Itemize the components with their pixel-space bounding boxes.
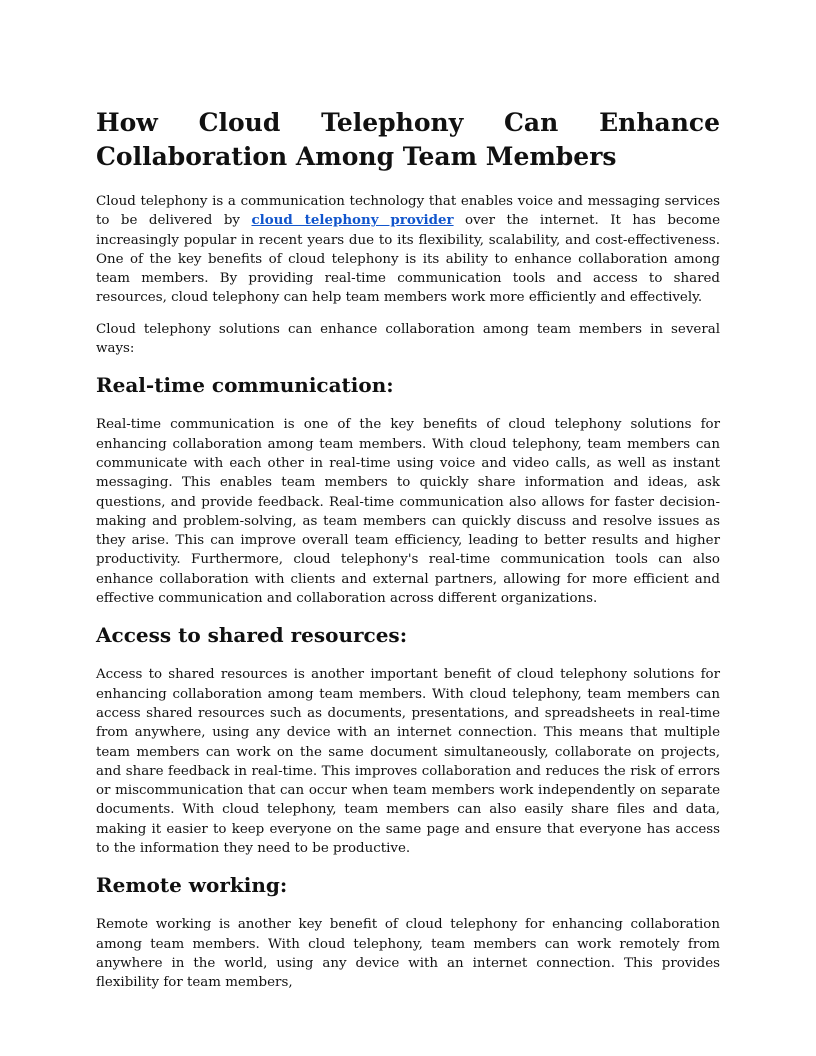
section-heading-remote-working: Remote working: bbox=[96, 873, 288, 898]
cloud-telephony-provider-link[interactable]: cloud telephony provider bbox=[251, 212, 454, 229]
section-heading-realtime: Real-time communication: bbox=[96, 373, 394, 398]
section-body-remote-working: Remote working is another key benefit of cloud telephony for enhancing collaboration among team members. With cloud telephony, team members can work remotely from anywhere in the world, using any device with an internet connection. This provides flexibility for team members, bbox=[96, 917, 720, 991]
intro-text-after-link: over the internet. It has become increasingly popular in recent years due to its flexibility, scalability, and cost-effectiveness. One of the key benefits of cloud telephony is its ability to enhance collaboration among team members. By providing real-time communication tools and access to shared resources, cloud telephony can help team members work more efficiently and effectively. bbox=[96, 213, 720, 306]
section-body-realtime: Real-time communication is one of the key benefits of cloud telephony solutions for enhancing collaboration among team members. With cloud telephony, team members can communicate with each other in real-time using voice and video calls, as well as instant messaging. This enables team members to quickly share information and ideas, ask questions, and provide feedback. Real-time communication also allows for faster decision-making and problem-solving, as team members can quickly discuss and resolve issues as they arise. This can improve overall team efficiency, leading to better results and higher productivity. Furthermore, cloud telephony's real-time communication tools can also enhance collaboration with clients and external partners, allowing for more efficient and effective communication and collaboration across different organizations. bbox=[96, 417, 720, 607]
document-title bbox=[96, 106, 720, 174]
intro-text-before-link: Cloud telephony is a communication technology that enables voice and messaging services to be delivered by bbox=[96, 194, 720, 229]
document-page bbox=[96, 106, 720, 993]
title-line-2: Collaboration Among Team Members bbox=[96, 142, 617, 171]
section-body-shared-resources: Access to shared resources is another important benefit of cloud telephony solutions for enhancing collaboration among team members. With cloud telephony, team members can access shared resources such as documents, presentations, and spreadsheets in real-time from anywhere, using any device with an internet connection. This means that multiple team members can work on the same document simultaneously, collaborate on projects, and share feedback in real-time. This improves collaboration and reduces the risk of errors or miscommunication that can occur when team members work independently on separate documents. With cloud telephony, team members can also easily share files and data, making it easier to keep everyone on the same page and ensure that everyone has access to the information they need to be productive. bbox=[96, 667, 720, 857]
title-line-1: How Cloud Telephony Can Enhance bbox=[96, 108, 720, 137]
section-heading-shared-resources: Access to shared resources: bbox=[96, 623, 408, 648]
intro-paragraph bbox=[96, 192, 720, 308]
lead-paragraph: Cloud telephony solutions can enhance collaboration among team members in several ways: bbox=[96, 321, 720, 357]
